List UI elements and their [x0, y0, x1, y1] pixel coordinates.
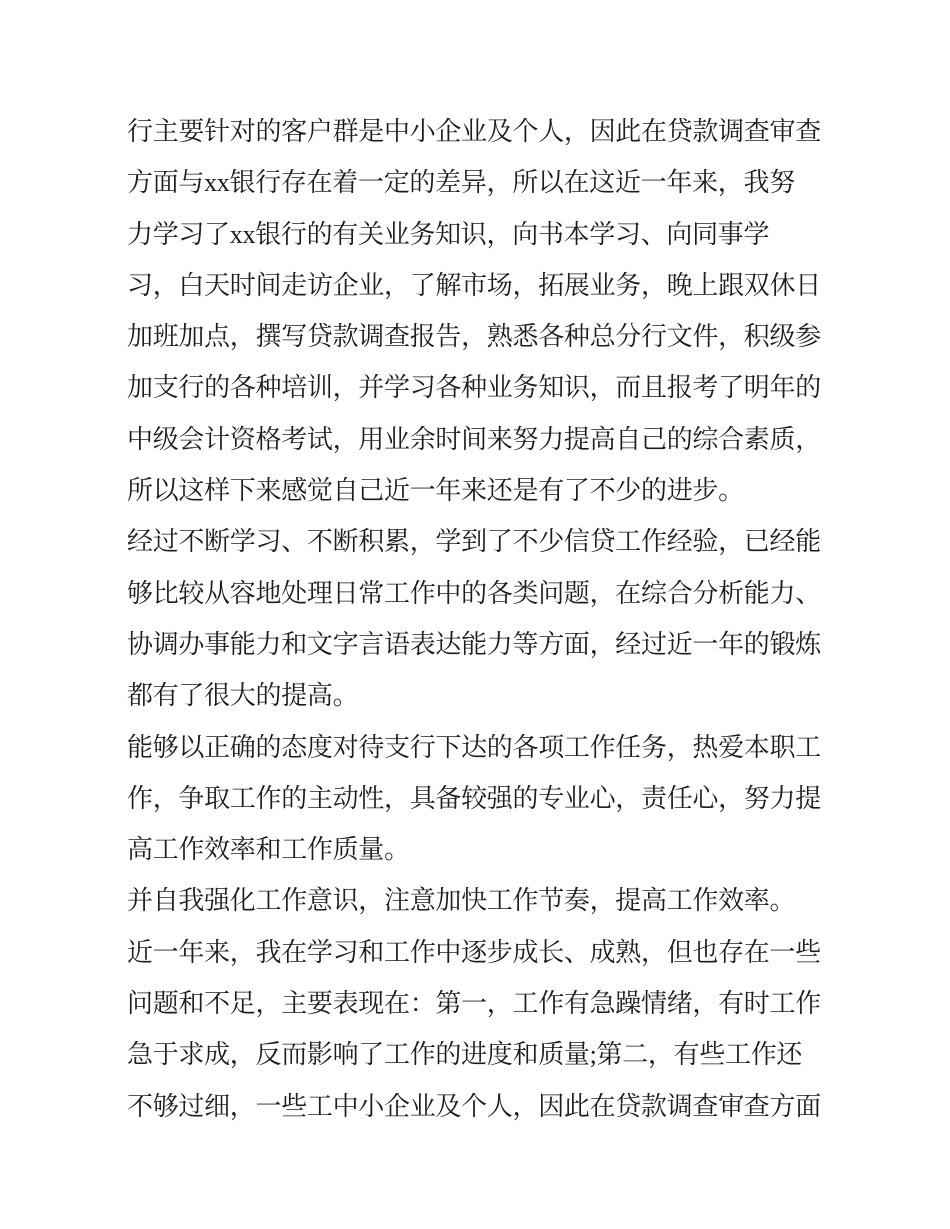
text-line: 方面与xx银行存在着一定的差异，所以在这近一年来，我努	[127, 168, 795, 198]
text-line: 都有了很大的提高。	[127, 681, 359, 711]
text-line: 力学习了xx银行的有关业务知识，向书本学习、向同事学	[127, 219, 770, 249]
text-line: 近一年来，我在学习和工作中逐步成长、成熟，但也存在一些	[127, 937, 821, 967]
text-line: 中级会计资格考试，用业余时间来努力提高自己的综合素质，	[127, 424, 821, 454]
text-line: 经过不断学习、不断积累，学到了不少信贷工作经验，已经能	[127, 527, 821, 557]
text-line: 能够以正确的态度对待支行下达的各项工作任务，热爱本职工	[127, 732, 821, 762]
text-line: 加支行的各种培训，并学习各种业务知识，而且报考了明年的	[127, 373, 821, 403]
text-line: 不够过细，一些工中小企业及个人，因此在贷款调查审查方面	[127, 1091, 821, 1121]
text-line: 问题和不足，主要表现在：第一，工作有急躁情绪，有时工作	[127, 989, 821, 1019]
text-line: 习，白天时间走访企业，了解市场，拓展业务，晚上跟双休日	[127, 270, 821, 300]
text-line: 并自我强化工作意识，注意加快工作节奏，提高工作效率。	[127, 886, 796, 916]
text-line: 所以这样下来感觉自己近一年来还是有了不少的进步。	[127, 476, 744, 506]
text-line: 行主要针对的客户群是中小企业及个人，因此在贷款调查审查	[127, 117, 821, 146]
text-line: 高工作效率和工作质量。	[127, 835, 410, 865]
text-line: 作，争取工作的主动性，具备较强的专业心，责任心，努力提	[127, 783, 821, 813]
text-line: 协调办事能力和文字言语表达能力等方面，经过近一年的锻炼	[127, 629, 821, 659]
document-text-block	[127, 106, 827, 1132]
text-line: 加班加点，撰写贷款调查报告，熟悉各种总分行文件，积级参	[127, 322, 821, 352]
text-line: 够比较从容地处理日常工作中的各类问题，在综合分析能力、	[127, 578, 821, 608]
text-line: 急于求成，反而影响了工作的进度和质量;第二，有些工作还	[127, 1040, 803, 1070]
